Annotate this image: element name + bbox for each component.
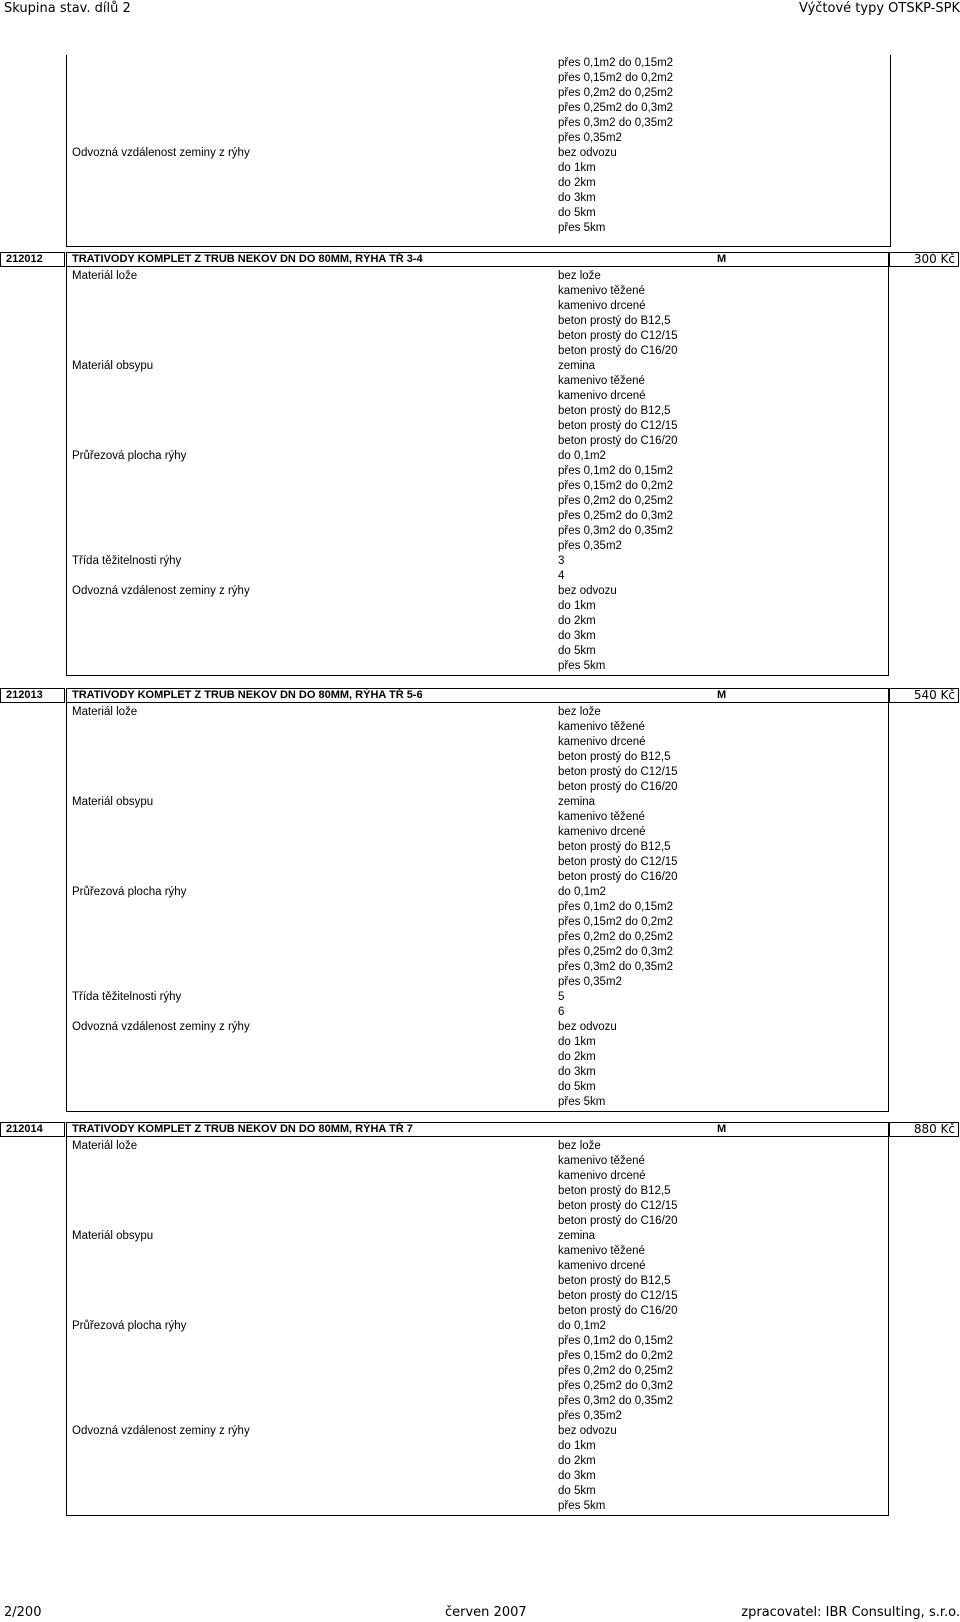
param-label: Odvozná vzdálenost zeminy z rýhy	[72, 585, 250, 597]
param-value: do 5km	[558, 1081, 596, 1093]
param-value: přes 0,3m2 do 0,35m2	[558, 525, 674, 537]
param-value: beton prostý do B12,5	[558, 405, 671, 417]
param-value: beton prostý do B12,5	[558, 1275, 671, 1287]
param-value: přes 0,3m2 do 0,35m2	[558, 961, 674, 973]
param-value: do 0,1m2	[558, 450, 606, 462]
param-value: do 0,1m2	[558, 886, 606, 898]
param-label: Třída těžitelnosti rýhy	[72, 991, 182, 1003]
item-parameters	[66, 703, 889, 1112]
param-value: kamenivo těžené	[558, 1245, 645, 1257]
param-value: do 2km	[558, 177, 596, 189]
param-label: Průřezová plocha rýhy	[72, 886, 187, 898]
param-value: přes 0,15m2 do 0,2m2	[558, 1350, 674, 1362]
item-code: 212013	[6, 689, 43, 701]
param-value: přes 0,35m2	[558, 976, 622, 988]
item-unit: M	[717, 1123, 727, 1135]
param-value: beton prostý do B12,5	[558, 751, 671, 763]
param-label: Materiál obsypu	[72, 360, 154, 372]
param-value: do 5km	[558, 645, 596, 657]
param-value: kamenivo těžené	[558, 721, 645, 733]
param-value: přes 0,25m2 do 0,3m2	[558, 946, 674, 958]
param-value: beton prostý do C12/15	[558, 1200, 678, 1212]
param-value: do 5km	[558, 1485, 596, 1497]
param-label: Materiál obsypu	[72, 796, 154, 808]
param-value: beton prostý do C16/20	[558, 871, 678, 883]
param-value: přes 0,25m2 do 0,3m2	[558, 102, 674, 114]
param-value: do 0,1m2	[558, 1320, 606, 1332]
param-value: přes 0,3m2 do 0,35m2	[558, 117, 674, 129]
param-value: kamenivo těžené	[558, 375, 645, 387]
param-value: přes 0,1m2 do 0,15m2	[558, 57, 674, 69]
item-code: 212014	[6, 1123, 43, 1135]
param-value: kamenivo drcené	[558, 300, 646, 312]
param-label: Průřezová plocha rýhy	[72, 450, 187, 462]
item-unit: M	[717, 689, 727, 701]
param-label: Materiál lože	[72, 1140, 138, 1152]
param-value: beton prostý do C12/15	[558, 766, 678, 778]
param-value: přes 0,15m2 do 0,2m2	[558, 480, 674, 492]
param-value: bez odvozu	[558, 147, 617, 159]
item-price: 540 Kč	[913, 688, 955, 702]
param-value: kamenivo těžené	[558, 285, 645, 297]
param-value: beton prostý do C12/15	[558, 330, 678, 342]
param-value: přes 0,15m2 do 0,2m2	[558, 916, 674, 928]
param-label: Materiál lože	[72, 270, 138, 282]
item-parameters	[66, 267, 889, 676]
param-value: přes 0,35m2	[558, 132, 622, 144]
param-value: přes 5km	[558, 660, 606, 672]
param-value: bez lože	[558, 706, 601, 718]
param-value: beton prostý do C16/20	[558, 1305, 678, 1317]
param-label: Materiál lože	[72, 706, 138, 718]
page-header	[0, 0, 960, 17]
item-price: 880 Kč	[913, 1122, 955, 1136]
item-parameters	[66, 1137, 889, 1516]
param-value: do 1km	[558, 1440, 596, 1452]
item-code: 212012	[6, 253, 43, 265]
param-value: přes 0,1m2 do 0,15m2	[558, 901, 674, 913]
param-value: beton prostý do C12/15	[558, 1290, 678, 1302]
param-value: bez odvozu	[558, 1021, 617, 1033]
param-value: přes 5km	[558, 1096, 606, 1108]
param-value: beton prostý do C16/20	[558, 345, 678, 357]
param-value: do 1km	[558, 162, 596, 174]
param-value: bez odvozu	[558, 1425, 617, 1437]
param-value: kamenivo těžené	[558, 811, 645, 823]
param-value: bez lože	[558, 270, 601, 282]
item-title: TRATIVODY KOMPLET Z TRUB NEKOV DN DO 80MM, RÝHA TŘ 7	[72, 1123, 413, 1135]
param-value: beton prostý do C16/20	[558, 435, 678, 447]
param-value: do 2km	[558, 1051, 596, 1063]
param-value: do 3km	[558, 630, 596, 642]
param-label: Třída těžitelnosti rýhy	[72, 555, 182, 567]
param-label: Průřezová plocha rýhy	[72, 1320, 187, 1332]
param-value: zemina	[558, 1230, 596, 1242]
param-value: do 5km	[558, 207, 596, 219]
param-value: 4	[558, 570, 565, 582]
param-value: do 3km	[558, 1470, 596, 1482]
header-document-title: Výčtové typy OTSKP-SPK	[799, 1, 960, 16]
param-value: kamenivo drcené	[558, 1260, 646, 1272]
param-value: přes 0,1m2 do 0,15m2	[558, 1335, 674, 1347]
param-value: přes 5km	[558, 1500, 606, 1512]
param-value: beton prostý do C12/15	[558, 856, 678, 868]
param-value: přes 5km	[558, 222, 606, 234]
param-value: přes 0,2m2 do 0,25m2	[558, 87, 674, 99]
param-value: kamenivo drcené	[558, 826, 646, 838]
param-value: přes 0,35m2	[558, 1410, 622, 1422]
param-value: do 1km	[558, 1036, 596, 1048]
param-value: do 2km	[558, 615, 596, 627]
param-value: kamenivo drcené	[558, 736, 646, 748]
page-footer	[0, 1603, 960, 1622]
param-value: zemina	[558, 796, 596, 808]
param-value: beton prostý do C16/20	[558, 1215, 678, 1227]
param-value: přes 0,35m2	[558, 540, 622, 552]
header-section-title: Skupina stav. dílů 2	[4, 1, 131, 16]
param-value: přes 0,25m2 do 0,3m2	[558, 1380, 674, 1392]
param-label: Materiál obsypu	[72, 1230, 154, 1242]
param-value: beton prostý do B12,5	[558, 841, 671, 853]
param-value: 3	[558, 555, 565, 567]
param-value: beton prostý do B12,5	[558, 1185, 671, 1197]
param-label: Odvozná vzdálenost zeminy z rýhy	[72, 147, 250, 159]
param-value: do 2km	[558, 1455, 596, 1467]
param-value: přes 0,2m2 do 0,25m2	[558, 495, 674, 507]
param-value: do 3km	[558, 1066, 596, 1078]
param-value: kamenivo drcené	[558, 1170, 646, 1182]
param-value: 5	[558, 991, 565, 1003]
param-value: 6	[558, 1006, 565, 1018]
item-title: TRATIVODY KOMPLET Z TRUB NEKOV DN DO 80MM, RÝHA TŘ 5-6	[72, 689, 423, 701]
footer-author: zpracovatel: IBR Consulting, s.r.o.	[741, 1605, 960, 1620]
param-value: přes 0,3m2 do 0,35m2	[558, 1395, 674, 1407]
param-value: kamenivo drcené	[558, 390, 646, 402]
param-value: do 3km	[558, 192, 596, 204]
param-value: kamenivo těžené	[558, 1155, 645, 1167]
param-value: beton prostý do C12/15	[558, 420, 678, 432]
item-title: TRATIVODY KOMPLET Z TRUB NEKOV DN DO 80MM, RÝHA TŘ 3-4	[72, 253, 423, 265]
param-value: beton prostý do C16/20	[558, 781, 678, 793]
footer-page-number: 2/200	[4, 1605, 42, 1620]
param-value: přes 0,2m2 do 0,25m2	[558, 1365, 674, 1377]
param-value: přes 0,2m2 do 0,25m2	[558, 931, 674, 943]
param-label: Odvozná vzdálenost zeminy z rýhy	[72, 1021, 250, 1033]
item-price: 300 Kč	[913, 252, 955, 266]
param-label: Odvozná vzdálenost zeminy z rýhy	[72, 1425, 250, 1437]
param-value: zemina	[558, 360, 596, 372]
param-value: přes 0,15m2 do 0,2m2	[558, 72, 674, 84]
footer-date: červen 2007	[445, 1605, 527, 1620]
param-value: přes 0,1m2 do 0,15m2	[558, 465, 674, 477]
param-value: bez odvozu	[558, 585, 617, 597]
param-value: bez lože	[558, 1140, 601, 1152]
param-value: přes 0,25m2 do 0,3m2	[558, 510, 674, 522]
param-value: do 1km	[558, 600, 596, 612]
param-value: beton prostý do B12,5	[558, 315, 671, 327]
item-unit: M	[717, 253, 727, 265]
